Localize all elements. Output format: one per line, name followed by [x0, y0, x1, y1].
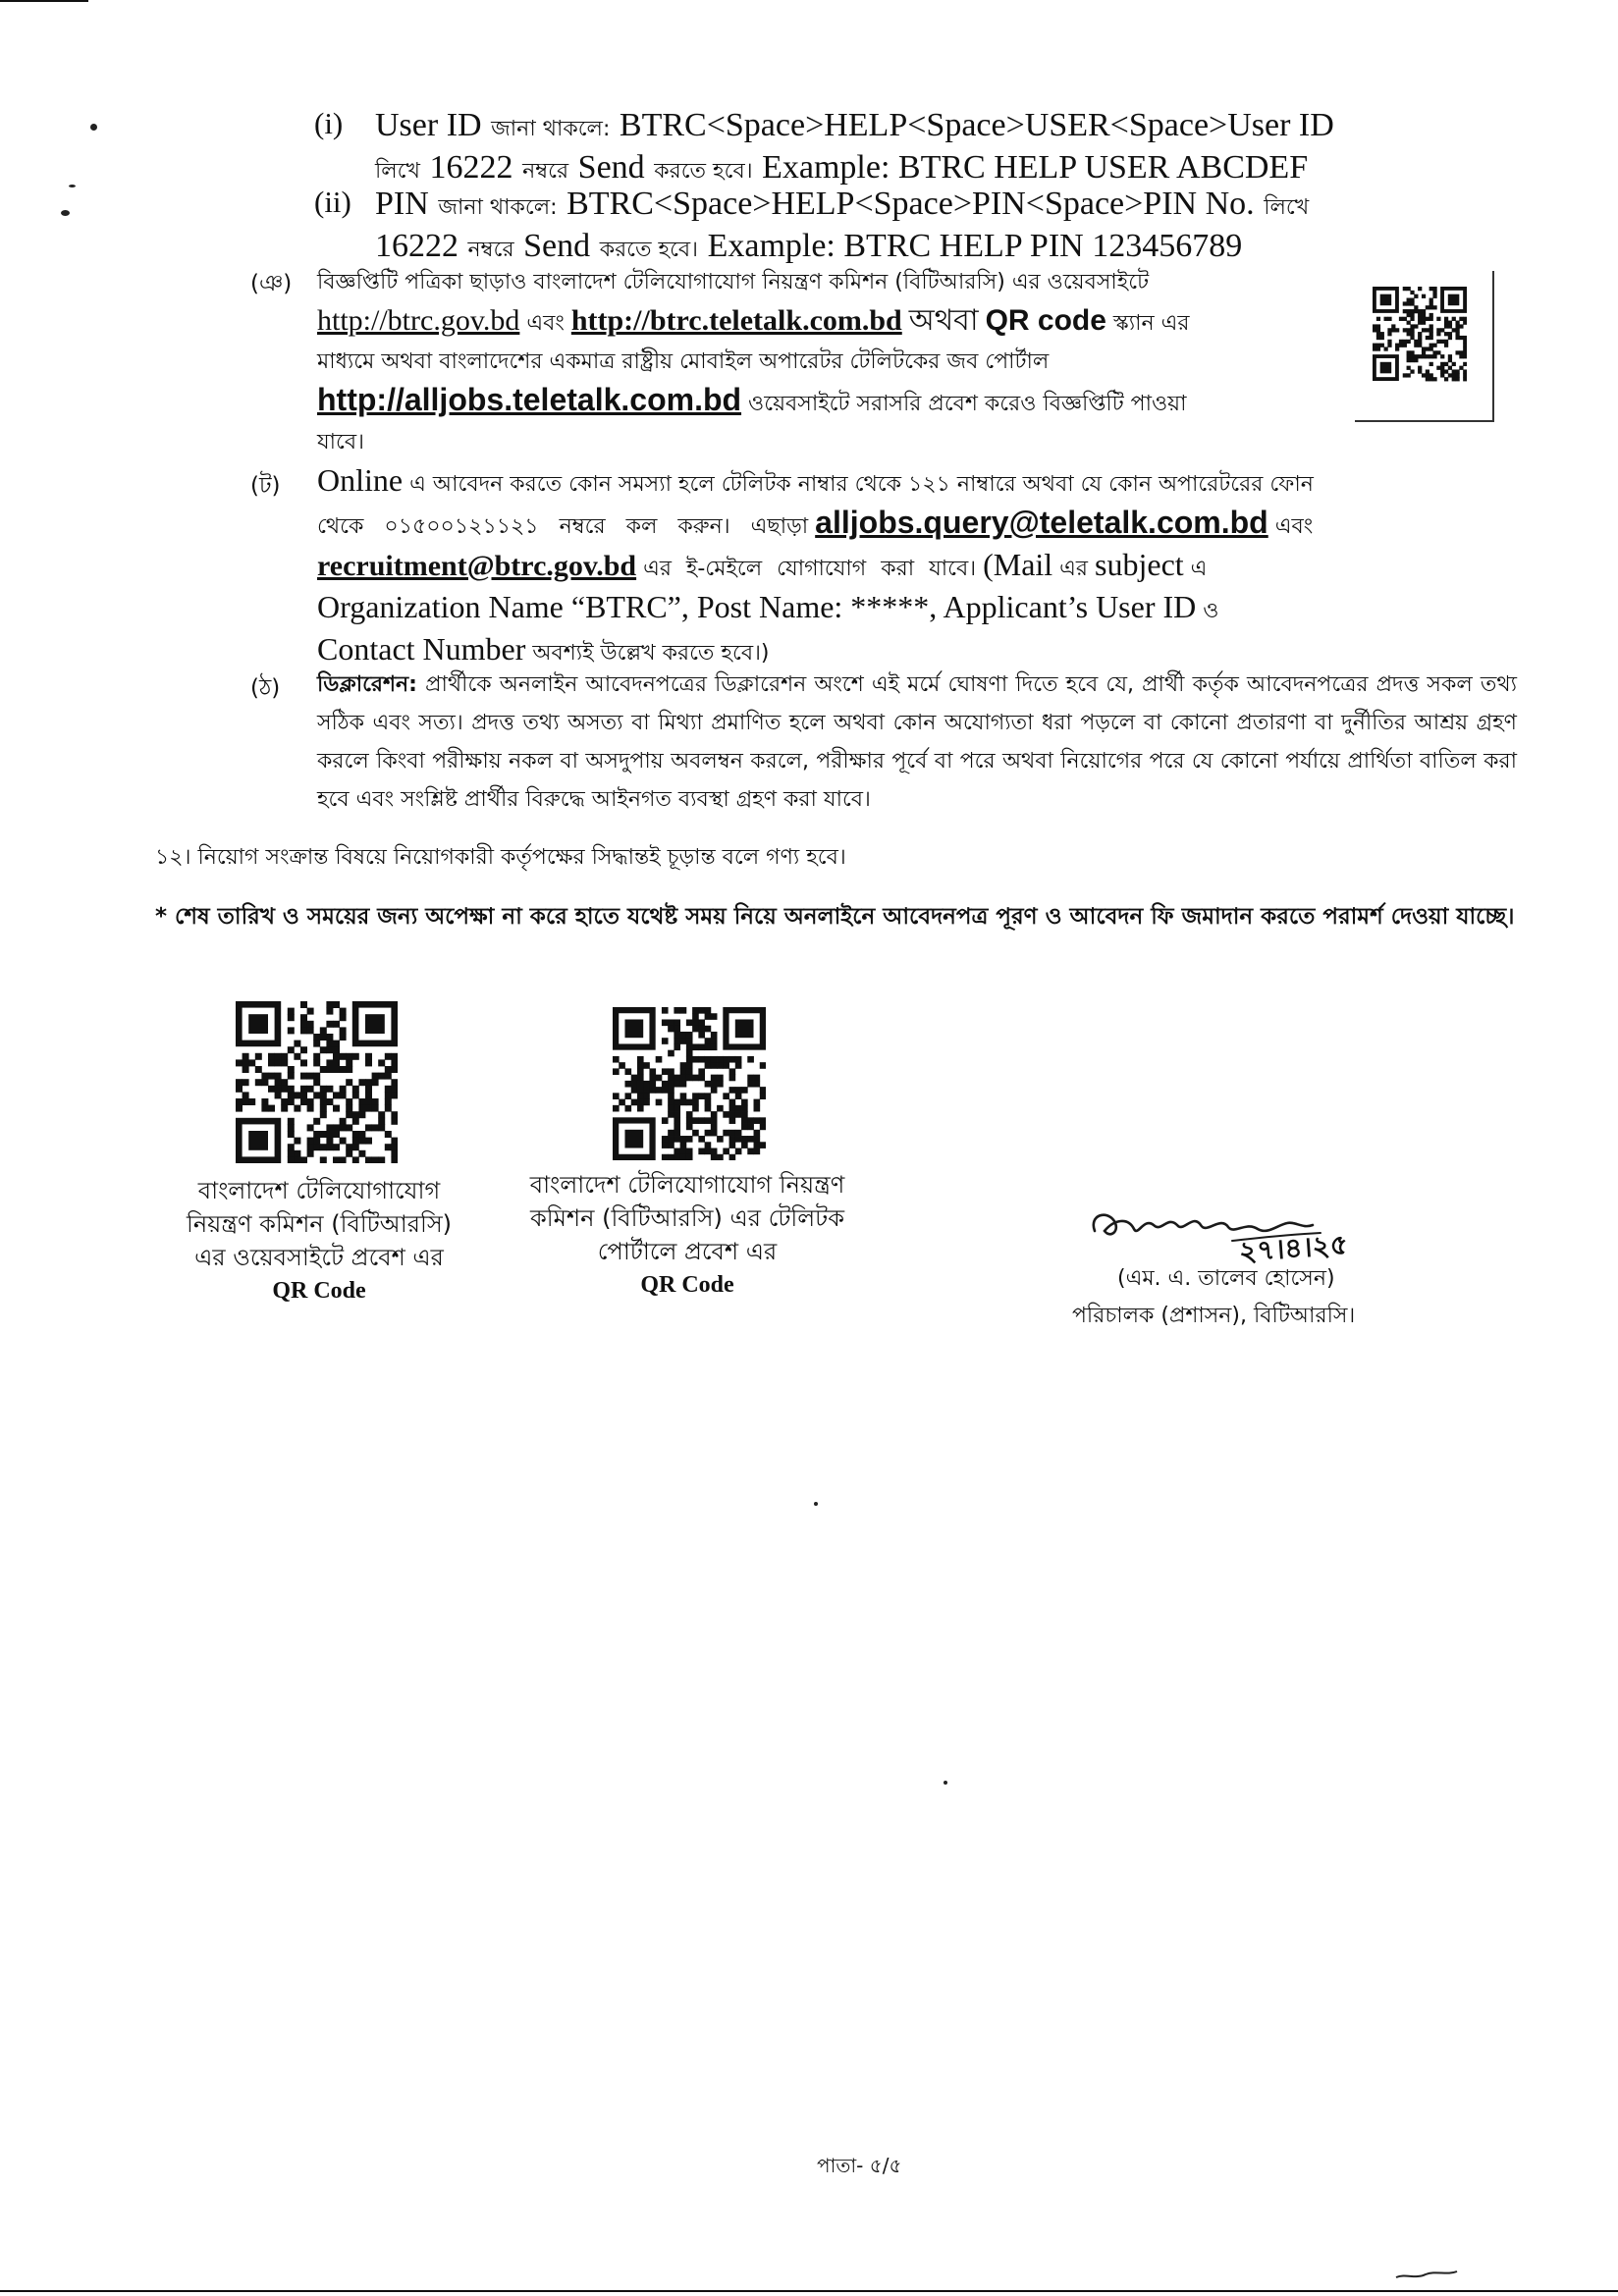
scan-mark — [90, 124, 97, 131]
corner-scribble-icon — [1392, 2266, 1461, 2283]
item-tha-text: ডিক্লারেশন: প্রার্থীকে অনলাইন আবেদনপত্রের ডিক্লারেশন অংশে এই মর্মে ঘোষণা দিতে হবে যে, প্রার্থী কর্তৃক আবেদনপত্রের প্রদত্ত সকল তথ্য সঠিক এবং সত্য। প্রদত্ত তথ্য অসত্য বা মিথ্যা প্রমাণিত হলে অথবা কোন অযোগ্যতা ধরা পড়লে বা কোনো প্রতারণা বা দুর্নীতির আশ্রয় গ্রহণ করলে কিংবা পরীক্ষায় নকল বা অসদুপায় অবলম্বন করলে, পরীক্ষার পূর্বে বা পরে অথবা নিয়োগের পরে যে কোনো পর্যায়ে প্রার্থিতা বাতিল করা হবে এবং সংশ্লিষ্ট প্রার্থীর বিরুদ্ধে আইনগত ব্যবস্থা গ্রহণ করা যাবে। — [317, 672, 1517, 812]
alljobs-link[interactable]: http://alljobs.teletalk.com.bd — [317, 382, 742, 417]
item-nio-text: বিজ্ঞপ্তিটি পত্রিকা ছাড়াও বাংলাদেশ টেলিযোগাযোগ নিয়ন্ত্রণ কমিশন (বিটিআরসি) এর ওয়েবসাইটে http://btrc.gov.bd এবং http://btrc.teletalk.com.bd অথবা QR code স্ক্যান এর মাধ্যমে অথবা বাংলাদেশের একমাত্র রাষ্ট্রীয় মোবাইল অপারেটর টেলিটকের জব পোর্টাল http://alljobs.teletalk.com.bd ওয়েবসাইটে সরাসরি প্রবেশ করেও বিজ্ঞপ্তিটি পাওয়া যাবে। — [317, 270, 1190, 454]
item-i-text: User ID জানা থাকলে: BTRC<Space>HELP<Space>USER<Space>User ID লিখে 16222 নম্বরে Send করতে হবে। Example: BTRC HELP USER ABCDEF — [375, 107, 1334, 186]
item-ta-marker: (ট) — [250, 473, 281, 499]
alljobs-query-email[interactable]: alljobs.query@teletalk.com.bd — [815, 505, 1268, 540]
item-i-marker: (i) — [314, 106, 344, 140]
signatory-title: পরিচালক (প্রশাসন), বিটিআরসি। — [1072, 1304, 1356, 1328]
item-nio-marker: (ঞ) — [250, 271, 293, 296]
recruitment-email[interactable]: recruitment@btrc.gov.bd — [317, 550, 637, 582]
scan-mark — [69, 185, 76, 187]
signatory-name: (এম. এ. তালেব হোসেন) — [1117, 1266, 1335, 1291]
btrc-website-link[interactable]: http://btrc.gov.bd — [317, 304, 520, 337]
deadline-notice: * শেষ তারিখ ও সময়ের জন্য অপেক্ষা না করে হাতে যথেষ্ট সময় নিয়ে অনলাইনে আবেদনপত্র পূরণ ও আবেদন ফি জমাদান করতে পরামর্শ দেওয়া যাচ্ছে। — [155, 904, 1515, 930]
scan-mark — [814, 1502, 818, 1506]
item-tha-marker: (ঠ) — [250, 675, 281, 701]
scan-mark — [61, 210, 70, 216]
bottom-edge-line — [0, 2290, 1618, 2292]
item-ta-text: Online এ আবেদন করতে কোন সমস্যা হলে টেলিটক নাম্বার থেকে ১২১ নাম্বারে অথবা যে কোন অপারেটরের ফোন থেকে ০১৫০০১২১১২১ নম্বরে কল করুন। এছাড়া alljobs.query@teletalk.com.bd এবং recruitment@btrc.gov.bd এর ই-মেইলে যোগাযোগ করা যাবে। (Mail এর subject এ Organization Name “BTRC”, Post Name: *****, Applicant’s User ID ও Contact Number অবশ্যই উল্লেখ করতে হবে।) — [317, 462, 1314, 667]
teletalk-portal-qr-code — [613, 1007, 766, 1160]
qr-code-icon — [1373, 287, 1467, 383]
qr-mid-caption: বাংলাদেশ টেলিযোগাযোগ নিয়ন্ত্রণ কমিশন (বিটিআরসি) এর টেলিটক পোর্টালে প্রবেশ এর QR Code — [529, 1171, 845, 1298]
item-ii-marker: (ii) — [314, 185, 351, 219]
item-ii-text: PIN জানা থাকলে: BTRC<Space>HELP<Space>PIN<Space>PIN No. লিখে 16222 নম্বরে Send করতে হবে। Example: BTRC HELP PIN 123456789 — [375, 186, 1310, 264]
btrc-website-qr-code — [236, 1001, 398, 1163]
qr-left-caption: বাংলাদেশ টেলিযোগাযোগ নিয়ন্ত্রণ কমিশন (বিটিআরসি) এর ওয়েবসাইটে প্রবেশ এর QR Code — [186, 1177, 453, 1304]
signature-date: ২৭।৪।২৫ — [1237, 1228, 1349, 1268]
scan-mark — [944, 1781, 947, 1785]
top-edge-line — [0, 0, 88, 2]
page-number: পাতা- ৫/৫ — [817, 2154, 902, 2177]
btrc-teletalk-link[interactable]: http://btrc.teletalk.com.bd — [570, 304, 902, 337]
item-12-text: ১২। নিয়োগ সংক্রান্ত বিষয়ে নিয়োগকারী কর্তৃপক্ষের সিদ্ধান্তই চূড়ান্ত বলে গণ্য হবে। — [155, 845, 846, 870]
